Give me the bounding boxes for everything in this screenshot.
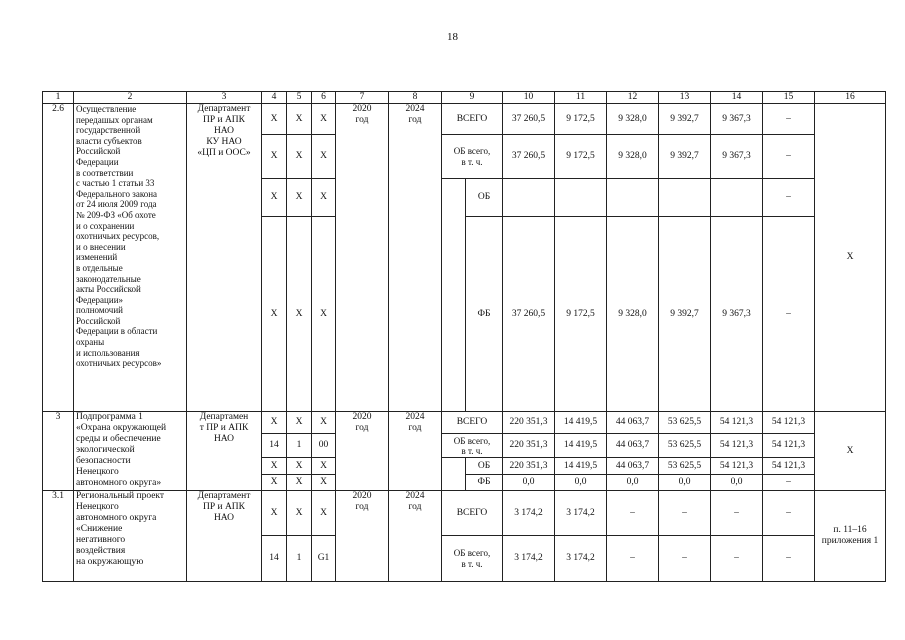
value-cell: – — [763, 217, 815, 412]
value-cell: 53 625,5 — [659, 412, 711, 434]
value-cell: 9 392,7 — [659, 217, 711, 412]
code-cell: 14 — [262, 536, 287, 582]
funding-source: ОБ всего, в т. ч. — [442, 434, 503, 458]
value-cell: – — [763, 536, 815, 582]
header-cell: 2 — [74, 92, 187, 104]
code-cell: Х — [287, 217, 312, 412]
activity-name: Осуществление передашых органам государственной власти субъектов Российской Федерации в соответствии с частью 1 статьи 33 Федерального закона от 24 июля 2009 года № 209-ФЗ «Об охоте и о сохранении охотничьих ресурсов, и о внесении изменений в отдельные законодательные акты Российской Федерации» полномочий Российской Федерации в области охраны и использования охотничьих ресурсов» — [74, 104, 187, 412]
header-cell: 15 — [763, 92, 815, 104]
value-cell: 9 328,0 — [607, 217, 659, 412]
value-cell: 9 392,7 — [659, 135, 711, 179]
header-cell: 11 — [555, 92, 607, 104]
code-cell: Х — [287, 412, 312, 434]
funding-source: ФБ — [466, 475, 503, 491]
value-cell: 9 172,5 — [555, 135, 607, 179]
code-cell: Х — [312, 104, 336, 135]
value-cell: 54 121,3 — [711, 458, 763, 475]
row-number: 2.6 — [43, 104, 74, 412]
note-cell: п. 11–16 приложения 1 — [815, 491, 886, 582]
code-cell: Х — [312, 491, 336, 536]
code-cell: Х — [312, 412, 336, 434]
value-cell: – — [763, 179, 815, 217]
header-cell: 8 — [389, 92, 442, 104]
indent-cell — [442, 217, 466, 412]
value-cell: – — [659, 491, 711, 536]
activity-name: Региональный проект Ненецкого автономного округа «Снижение негативного воздействия на окружающую — [74, 491, 187, 582]
value-cell: 9 328,0 — [607, 135, 659, 179]
value-cell: 9 367,3 — [711, 135, 763, 179]
indent-cell — [442, 458, 466, 475]
code-cell: Х — [262, 217, 287, 412]
value-cell: – — [711, 491, 763, 536]
value-cell: – — [607, 491, 659, 536]
code-cell: 14 — [262, 434, 287, 458]
funding-source: ОБ — [466, 179, 503, 217]
activity-name: Подпрограмма 1 «Охрана окружающей среды и обеспечение экологической безопасности Ненецкого автономного округа» — [74, 412, 187, 491]
funding-source: ОБ всего, в т. ч. — [442, 135, 503, 179]
value-cell: 54 121,3 — [711, 412, 763, 434]
code-cell: Х — [287, 475, 312, 491]
value-cell: – — [711, 536, 763, 582]
header-cell: 14 — [711, 92, 763, 104]
value-cell: 3 174,2 — [555, 491, 607, 536]
header-cell: 4 — [262, 92, 287, 104]
table-row — [43, 412, 886, 434]
code-cell: Х — [312, 458, 336, 475]
value-cell: 3 174,2 — [503, 536, 555, 582]
indent-cell — [442, 179, 466, 217]
table-row — [43, 104, 886, 135]
value-cell: 9 392,7 — [659, 104, 711, 135]
funding-source: ВСЕГО — [442, 491, 503, 536]
value-cell: 0,0 — [503, 475, 555, 491]
value-cell: 220 351,3 — [503, 412, 555, 434]
value-cell — [555, 179, 607, 217]
code-cell: 1 — [287, 536, 312, 582]
executor: Департамент ПР и АПК НАО — [187, 491, 262, 582]
value-cell: 53 625,5 — [659, 458, 711, 475]
value-cell: – — [763, 491, 815, 536]
value-cell: – — [607, 536, 659, 582]
code-cell: Х — [262, 135, 287, 179]
table-row — [43, 491, 886, 536]
end-year: 2024 год — [389, 491, 442, 582]
code-cell: 00 — [312, 434, 336, 458]
code-cell: Х — [262, 104, 287, 135]
header-cell: 13 — [659, 92, 711, 104]
value-cell — [659, 179, 711, 217]
value-cell: 14 419,5 — [555, 458, 607, 475]
code-cell: Х — [262, 475, 287, 491]
value-cell: 44 063,7 — [607, 434, 659, 458]
start-year: 2020 год — [336, 412, 389, 491]
value-cell: 0,0 — [659, 475, 711, 491]
executor: Департамен т ПР и АПК НАО — [187, 412, 262, 491]
value-cell: 3 174,2 — [503, 491, 555, 536]
value-cell — [503, 179, 555, 217]
code-cell: Х — [287, 104, 312, 135]
funding-source: ВСЕГО — [442, 104, 503, 135]
value-cell: 220 351,3 — [503, 458, 555, 475]
row-number: 3 — [43, 412, 74, 491]
code-cell: G1 — [312, 536, 336, 582]
value-cell — [711, 179, 763, 217]
executor: Департамент ПР и АПК НАО КУ НАО «ЦП и ООС» — [187, 104, 262, 412]
value-cell: 54 121,3 — [763, 458, 815, 475]
header-cell: 10 — [503, 92, 555, 104]
code-cell: Х — [287, 491, 312, 536]
value-cell: 14 419,5 — [555, 412, 607, 434]
value-cell: 53 625,5 — [659, 434, 711, 458]
value-cell: – — [763, 104, 815, 135]
value-cell: 9 172,5 — [555, 104, 607, 135]
column-number-row — [43, 92, 886, 104]
note-cell: Х — [815, 412, 886, 491]
row-number: 3.1 — [43, 491, 74, 582]
header-cell: 16 — [815, 92, 886, 104]
code-cell: Х — [262, 412, 287, 434]
value-cell: – — [659, 536, 711, 582]
code-cell: Х — [287, 179, 312, 217]
start-year: 2020 год — [336, 104, 389, 412]
value-cell: 3 174,2 — [555, 536, 607, 582]
code-cell: Х — [287, 135, 312, 179]
code-cell: Х — [312, 135, 336, 179]
start-year: 2020 год — [336, 491, 389, 582]
value-cell: – — [763, 475, 815, 491]
end-year: 2024 год — [389, 104, 442, 412]
header-cell: 7 — [336, 92, 389, 104]
value-cell: 54 121,3 — [763, 434, 815, 458]
budget-table — [42, 91, 886, 582]
value-cell: – — [763, 135, 815, 179]
value-cell: 37 260,5 — [503, 217, 555, 412]
note-cell: Х — [815, 104, 886, 412]
value-cell: 44 063,7 — [607, 458, 659, 475]
value-cell: 220 351,3 — [503, 434, 555, 458]
value-cell: 37 260,5 — [503, 104, 555, 135]
value-cell: 0,0 — [711, 475, 763, 491]
code-cell: Х — [262, 458, 287, 475]
code-cell: Х — [262, 491, 287, 536]
value-cell — [607, 179, 659, 217]
value-cell: 0,0 — [607, 475, 659, 491]
value-cell: 37 260,5 — [503, 135, 555, 179]
code-cell: 1 — [287, 434, 312, 458]
header-cell: 6 — [312, 92, 336, 104]
header-cell: 9 — [442, 92, 503, 104]
value-cell: 14 419,5 — [555, 434, 607, 458]
page-number: 18 — [447, 31, 458, 43]
indent-cell — [442, 475, 466, 491]
code-cell: Х — [262, 179, 287, 217]
header-cell: 1 — [43, 92, 74, 104]
code-cell: Х — [312, 179, 336, 217]
value-cell: 0,0 — [555, 475, 607, 491]
code-cell: Х — [312, 217, 336, 412]
header-cell: 12 — [607, 92, 659, 104]
value-cell: 54 121,3 — [763, 412, 815, 434]
end-year: 2024 год — [389, 412, 442, 491]
value-cell: 9 367,3 — [711, 104, 763, 135]
funding-source: ВСЕГО — [442, 412, 503, 434]
code-cell: Х — [287, 458, 312, 475]
value-cell: 44 063,7 — [607, 412, 659, 434]
header-cell: 5 — [287, 92, 312, 104]
funding-source: ОБ — [466, 458, 503, 475]
code-cell: Х — [312, 475, 336, 491]
value-cell: 9 328,0 — [607, 104, 659, 135]
value-cell: 9 172,5 — [555, 217, 607, 412]
value-cell: 54 121,3 — [711, 434, 763, 458]
funding-source: ФБ — [466, 217, 503, 412]
value-cell: 9 367,3 — [711, 217, 763, 412]
funding-source: ОБ всего, в т. ч. — [442, 536, 503, 582]
header-cell: 3 — [187, 92, 262, 104]
